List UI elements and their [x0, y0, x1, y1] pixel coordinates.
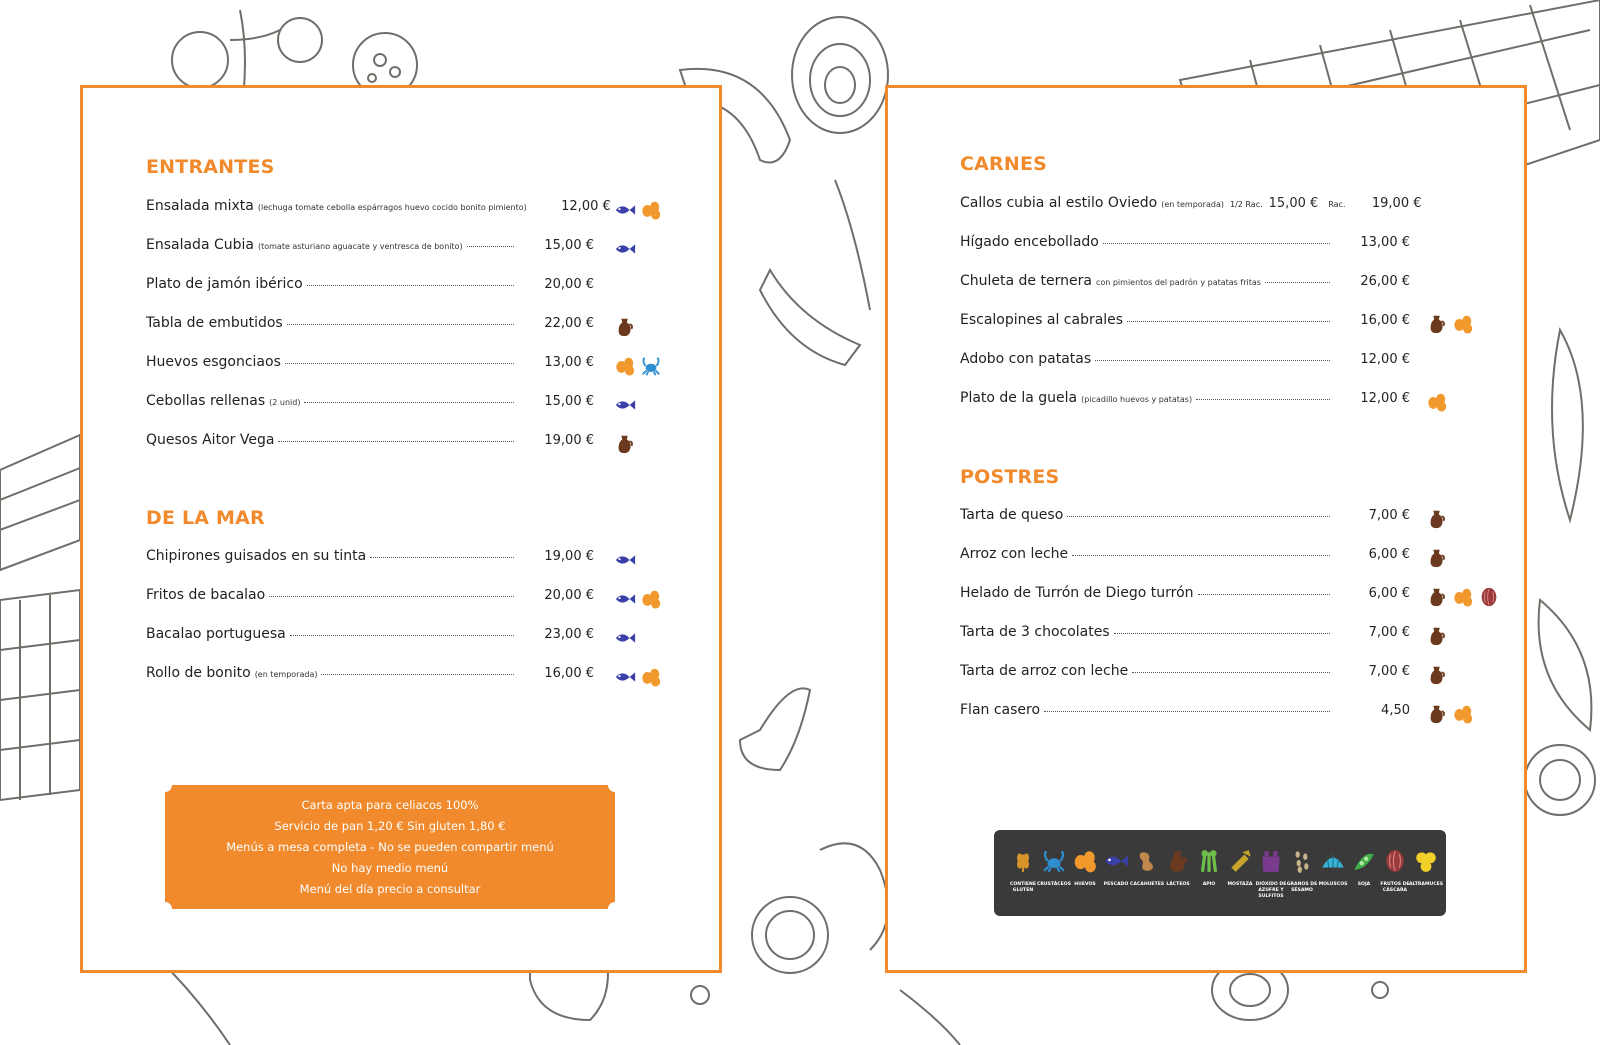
gluten-icon — [1010, 848, 1036, 874]
notice-line: Servicio de pan 1,20 € Sin gluten 1,80 € — [274, 818, 506, 833]
legend-label: PESCADO — [1103, 882, 1129, 887]
egg-icon — [640, 588, 662, 610]
item-price: 7,00 € — [1368, 625, 1410, 640]
menu-item — [146, 665, 594, 689]
menu-item — [960, 702, 1410, 726]
menu-item — [146, 354, 594, 378]
item-name: Tarta de arroz con leche — [960, 663, 1129, 679]
dairy-icon — [1165, 848, 1191, 874]
item-name: Tabla de embutidos — [146, 315, 283, 331]
legend-label: DIÓXIDO DE AZUFRE Y SULFITOS — [1255, 882, 1287, 899]
leader-dots — [1072, 555, 1330, 556]
menu-item — [960, 195, 1422, 219]
fish-icon — [1103, 848, 1129, 874]
allergen-icons — [614, 666, 662, 688]
leader-dots — [1127, 321, 1330, 322]
item-name: Adobo con patatas — [960, 351, 1092, 367]
legend-item-egg — [1068, 848, 1102, 888]
mustard-icon — [1227, 848, 1253, 874]
section-title-postres: POSTRES — [960, 466, 1060, 488]
peanut-icon — [1134, 848, 1160, 874]
allergen-icons — [614, 355, 662, 377]
egg-icon — [640, 199, 662, 221]
notice-corner — [158, 902, 172, 916]
allergen-icons — [1426, 703, 1474, 725]
half-portion-price: 15,00 € — [1268, 196, 1319, 211]
lupin-icon — [1413, 848, 1439, 874]
allergen-legend — [994, 830, 1446, 916]
item-price: 7,00 € — [1368, 508, 1410, 523]
item-name: Tarta de queso — [960, 507, 1064, 523]
item-price: 23,00 € — [544, 627, 594, 642]
item-name: Escalopines al cabrales — [960, 312, 1124, 328]
fish-icon — [614, 238, 636, 260]
sulphite-icon — [1258, 848, 1284, 874]
sesame-icon — [1289, 848, 1315, 874]
leader-dots — [307, 285, 514, 286]
menu-item — [960, 273, 1410, 297]
menu-item — [960, 351, 1410, 375]
nuts-icon — [1382, 848, 1408, 874]
leader-dots — [1196, 399, 1330, 400]
leader-dots — [290, 635, 514, 636]
dairy-icon — [1426, 586, 1448, 608]
item-price: 12,00 € — [561, 199, 611, 214]
allergen-icons — [1426, 625, 1448, 647]
item-price: 12,00 € — [1360, 352, 1410, 367]
leader-dots — [370, 557, 514, 558]
egg-icon — [640, 666, 662, 688]
notice-line: Menús a mesa completa - No se pueden compartir menú — [226, 839, 554, 854]
legend-label: HUEVOS — [1074, 882, 1096, 887]
notice-box — [165, 785, 615, 909]
item-note: con pimientos del padrón y patatas fritas — [1095, 278, 1261, 287]
item-price: 20,00 € — [544, 588, 594, 603]
legend-item-mollusc — [1316, 848, 1350, 888]
item-name: Bacalao portuguesa — [146, 626, 286, 642]
legend-item-peanut — [1130, 848, 1164, 888]
leader-dots — [1044, 711, 1330, 712]
allergen-icons — [1426, 313, 1474, 335]
legend-item-soy — [1347, 848, 1381, 888]
item-name: Ensalada mixta — [146, 198, 254, 214]
menu-item — [960, 234, 1410, 258]
legend-label: APIO — [1202, 882, 1216, 887]
legend-label: CRUSTÁCEOS — [1037, 882, 1072, 887]
item-name: Callos cubia al estilo Oviedo — [960, 195, 1158, 211]
nuts-icon — [1478, 586, 1500, 608]
item-note: (en temporada) — [254, 670, 318, 679]
leader-dots — [1103, 243, 1330, 244]
leader-dots — [467, 246, 514, 247]
item-price: 12,00 € — [1360, 391, 1410, 406]
legend-item-lupin — [1409, 848, 1443, 888]
item-price: 6,00 € — [1368, 586, 1410, 601]
fish-icon — [614, 627, 636, 649]
dairy-icon — [1426, 547, 1448, 569]
item-name: Cebollas rellenas — [146, 393, 266, 409]
menu-item — [960, 585, 1410, 609]
menu-item — [146, 548, 594, 572]
notice-corner — [608, 778, 622, 792]
item-price: 4,50 — [1381, 703, 1410, 718]
menu-item — [960, 507, 1410, 531]
item-name: Chuleta de ternera — [960, 273, 1092, 289]
legend-label: CONTIENE GLUTEN — [1009, 882, 1037, 893]
egg-icon — [614, 355, 636, 377]
crustacean-icon — [640, 355, 662, 377]
leader-dots — [1114, 633, 1330, 634]
fish-icon — [614, 588, 636, 610]
leader-dots — [1095, 360, 1330, 361]
item-price: 19,00 € — [1371, 196, 1422, 211]
item-price: 26,00 € — [1360, 274, 1410, 289]
item-price: 7,00 € — [1368, 664, 1410, 679]
leader-dots — [287, 324, 514, 325]
allergen-icons — [1426, 586, 1500, 608]
menu-item — [960, 312, 1410, 336]
leader-dots — [1132, 672, 1330, 673]
allergen-icons — [1426, 547, 1448, 569]
legend-item-dairy — [1161, 848, 1195, 888]
legend-label: FRUTOS DE CÁSCARA — [1380, 882, 1410, 893]
item-name: Tarta de 3 chocolates — [960, 624, 1110, 640]
item-name: Fritos de bacalao — [146, 587, 266, 603]
item-name: Hígado encebollado — [960, 234, 1099, 250]
menu-item — [146, 237, 594, 261]
soy-icon — [1351, 848, 1377, 874]
item-name: Plato de jamón ibérico — [146, 276, 303, 292]
item-note: (tomate asturiano aguacate y ventresca de bonito) — [257, 242, 463, 251]
fish-icon — [614, 199, 636, 221]
fish-icon — [614, 666, 636, 688]
menu-item — [146, 626, 594, 650]
item-name: Huevos esgonciaos — [146, 354, 281, 370]
dairy-icon — [1426, 313, 1448, 335]
allergen-icons — [614, 627, 636, 649]
legend-item-fish — [1099, 848, 1133, 888]
legend-item-celery — [1192, 848, 1226, 888]
allergen-icons — [614, 588, 662, 610]
legend-label: MOSTAZA — [1227, 882, 1253, 887]
leader-dots — [269, 596, 514, 597]
egg-icon — [1072, 848, 1098, 874]
fish-icon — [614, 549, 636, 571]
half-portion-label: 1/2 Rac. — [1229, 200, 1263, 209]
egg-icon — [1452, 586, 1474, 608]
item-name: Rollo de bonito — [146, 665, 251, 681]
egg-icon — [1452, 313, 1474, 335]
item-name: Arroz con leche — [960, 546, 1069, 562]
allergen-icons — [614, 433, 636, 455]
section-title-entrantes: ENTRANTES — [146, 156, 275, 178]
mollusc-icon — [1320, 848, 1346, 874]
section-title-de-la-mar: DE LA MAR — [146, 507, 265, 529]
legend-item-mustard — [1223, 848, 1257, 888]
notice-corner — [608, 902, 622, 916]
dairy-icon — [614, 433, 636, 455]
menu-item — [960, 546, 1410, 570]
egg-icon — [1426, 391, 1448, 413]
item-price: 15,00 € — [544, 394, 594, 409]
item-price: 15,00 € — [544, 238, 594, 253]
dairy-icon — [614, 316, 636, 338]
dairy-icon — [1426, 508, 1448, 530]
leader-dots — [1198, 594, 1330, 595]
item-price: 20,00 € — [544, 277, 594, 292]
crustacean-icon — [1041, 848, 1067, 874]
leader-dots — [304, 402, 514, 403]
legend-label: GRANOS DE SÉSAMO — [1286, 882, 1318, 893]
dairy-icon — [1426, 664, 1448, 686]
allergen-icons — [614, 549, 636, 571]
item-name: Quesos Aitor Vega — [146, 432, 275, 448]
item-name: Ensalada Cubia — [146, 237, 254, 253]
fish-icon — [614, 394, 636, 416]
item-note: (picadillo huevos y patatas) — [1081, 395, 1193, 404]
notice-line: Carta apta para celiacos 100% — [301, 797, 479, 812]
legend-item-sesame — [1285, 848, 1319, 894]
item-price: 16,00 € — [544, 666, 594, 681]
allergen-icons — [1426, 508, 1448, 530]
menu-item — [960, 390, 1410, 414]
allergen-icons — [614, 238, 636, 260]
item-price: 19,00 € — [544, 549, 594, 564]
leader-dots — [1067, 516, 1330, 517]
item-price: 22,00 € — [544, 316, 594, 331]
menu-item — [146, 198, 611, 222]
notice-line: No hay medio menú — [331, 860, 449, 875]
item-note: (en temporada) — [1161, 200, 1224, 209]
dairy-icon — [1426, 703, 1448, 725]
item-name: Helado de Turrón de Diego turrón — [960, 585, 1194, 601]
allergen-icons — [614, 316, 636, 338]
allergen-icons — [614, 199, 662, 221]
legend-label: SOJA — [1357, 882, 1371, 887]
legend-label: MOLUSCOS — [1318, 882, 1348, 887]
allergen-icons — [1426, 664, 1448, 686]
legend-item-crustacean — [1037, 848, 1071, 888]
item-price: 13,00 € — [1360, 235, 1410, 250]
allergen-icons — [614, 394, 636, 416]
allergen-icons — [1426, 391, 1448, 413]
legend-label: LÁCTEOS — [1166, 882, 1190, 887]
dairy-icon — [1426, 625, 1448, 647]
item-note: (lechuga tomate cebolla espárragos huevo cocido bonito pimiento) — [257, 203, 527, 212]
portion-label: Rac. — [1328, 200, 1346, 209]
legend-item-nuts — [1378, 848, 1412, 894]
menu-item — [146, 393, 594, 417]
section-title-carnes: CARNES — [960, 153, 1048, 175]
leader-dots — [278, 441, 514, 442]
menu-item — [146, 432, 594, 456]
notice-corner — [158, 778, 172, 792]
menu-item — [960, 663, 1410, 687]
item-name: Flan casero — [960, 702, 1041, 718]
menu-item — [146, 315, 594, 339]
item-price: 6,00 € — [1368, 547, 1410, 562]
item-price: 19,00 € — [544, 433, 594, 448]
item-price: 16,00 € — [1360, 313, 1410, 328]
legend-label: ALTRAMUCES — [1409, 882, 1444, 887]
menu-item — [146, 276, 594, 300]
menu-item — [146, 587, 594, 611]
item-name: Plato de la guela — [960, 390, 1078, 406]
menu-item — [960, 624, 1410, 648]
item-note: (2 unid) — [269, 398, 301, 407]
item-name: Chipirones guisados en su tinta — [146, 548, 367, 564]
egg-icon — [1452, 703, 1474, 725]
legend-label: CACAHUETES — [1130, 882, 1165, 887]
legend-item-gluten — [1006, 848, 1040, 894]
leader-dots — [1265, 282, 1330, 283]
legend-item-sulphite — [1254, 848, 1288, 900]
leader-dots — [321, 674, 514, 675]
celery-icon — [1196, 848, 1222, 874]
leader-dots — [285, 363, 514, 364]
notice-line: Menú del día precio a consultar — [299, 881, 481, 896]
item-price: 13,00 € — [544, 355, 594, 370]
